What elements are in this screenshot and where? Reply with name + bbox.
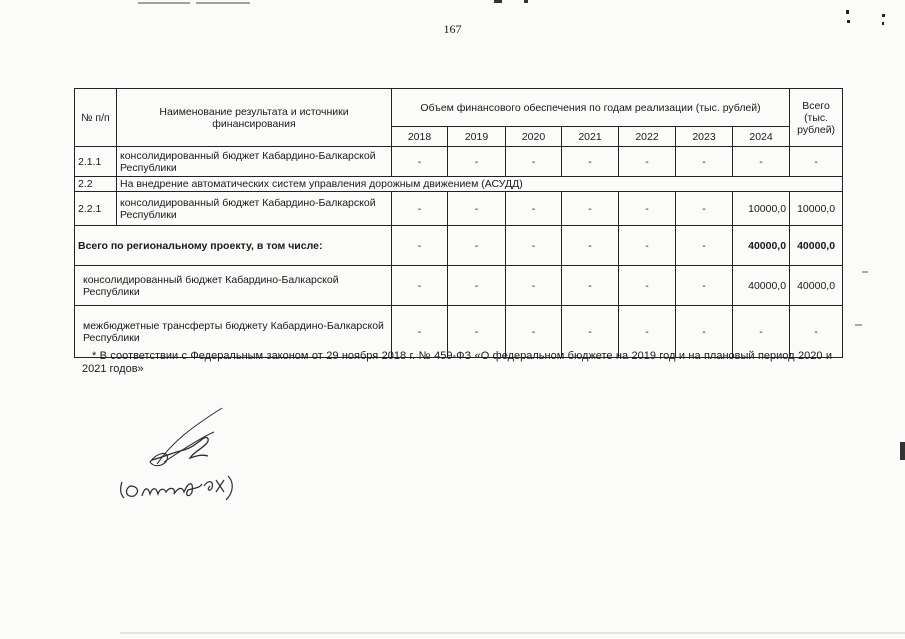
- header-row: [75, 89, 843, 127]
- value-cell: -: [562, 226, 619, 266]
- value-cell: -: [506, 306, 562, 358]
- handwritten-signature: [112, 402, 272, 512]
- value-cell: -: [392, 147, 448, 177]
- value-cell: -: [562, 192, 619, 226]
- header-funding: Объем финансового обеспечения по годам реализации (тыс. рублей): [392, 89, 790, 127]
- row-total-label: Всего по региональному проекту, в том числе:: [75, 226, 392, 266]
- table-row: [75, 177, 843, 192]
- total-cell: -: [790, 147, 843, 177]
- page-number: 167: [443, 22, 462, 36]
- row-section-title: На внедрение автоматических систем управления дорожным движением (АСУДД): [117, 177, 843, 192]
- header-year: 2020: [506, 127, 562, 147]
- value-cell: -: [619, 147, 676, 177]
- row-name: межбюджетные трансферты бюджету Кабардино-Балкарской Республики: [75, 306, 392, 358]
- header-year: 2021: [562, 127, 619, 147]
- table-row: [75, 226, 843, 266]
- value-cell: -: [562, 147, 619, 177]
- header-total: Всего (тыс. рублей): [790, 89, 843, 147]
- row-name: консолидированный бюджет Кабардино-Балкарской Республики: [117, 192, 392, 226]
- value-cell: -: [392, 226, 448, 266]
- table-row: [75, 266, 843, 306]
- total-cell: 10000,0: [790, 192, 843, 226]
- value-cell: -: [676, 266, 733, 306]
- value-cell: -: [619, 306, 676, 358]
- value-cell: -: [448, 306, 506, 358]
- total-cell: 40000,0: [790, 226, 843, 266]
- total-cell: -: [790, 306, 843, 358]
- value-cell: -: [448, 147, 506, 177]
- header-year: 2018: [392, 127, 448, 147]
- value-cell: -: [448, 266, 506, 306]
- value-cell: -: [448, 192, 506, 226]
- table-row: [75, 147, 843, 177]
- total-cell: 40000,0: [790, 266, 843, 306]
- value-cell: -: [448, 226, 506, 266]
- value-cell: -: [676, 226, 733, 266]
- footnote: * В соответствии с Федеральным законом от 29 ноября 2018 г. № 459-ФЗ «О федеральном бюджете на 2019 год и на плановый период 2020 и 2021 годов»: [82, 350, 832, 375]
- header-year: 2024: [733, 127, 790, 147]
- value-cell: -: [506, 266, 562, 306]
- header-name: Наименование результата и источники финансирования: [117, 89, 392, 147]
- value-cell: -: [619, 192, 676, 226]
- value-cell: -: [676, 192, 733, 226]
- table-row: [75, 192, 843, 226]
- row-number: 2.2.1: [75, 192, 117, 226]
- value-cell: -: [733, 147, 790, 177]
- value-cell: 10000,0: [733, 192, 790, 226]
- value-cell: -: [392, 306, 448, 358]
- row-name: консолидированный бюджет Кабардино-Балкарской Республики: [117, 147, 392, 177]
- value-cell: 40000,0: [733, 226, 790, 266]
- value-cell: -: [392, 266, 448, 306]
- row-number: 2.1.1: [75, 147, 117, 177]
- value-cell: -: [392, 192, 448, 226]
- value-cell: -: [506, 192, 562, 226]
- header-year: 2023: [676, 127, 733, 147]
- value-cell: -: [619, 226, 676, 266]
- row-name: консолидированный бюджет Кабардино-Балкарской Республики: [75, 266, 392, 306]
- header-year: 2019: [448, 127, 506, 147]
- value-cell: -: [676, 306, 733, 358]
- value-cell: -: [562, 266, 619, 306]
- value-cell: -: [733, 306, 790, 358]
- financing-table: [74, 88, 843, 358]
- value-cell: -: [619, 266, 676, 306]
- value-cell: -: [676, 147, 733, 177]
- value-cell: -: [506, 147, 562, 177]
- header-year: 2022: [619, 127, 676, 147]
- value-cell: -: [506, 226, 562, 266]
- value-cell: 40000,0: [733, 266, 790, 306]
- value-cell: -: [562, 306, 619, 358]
- row-number: 2.2: [75, 177, 117, 192]
- header-number: № п/п: [75, 89, 117, 147]
